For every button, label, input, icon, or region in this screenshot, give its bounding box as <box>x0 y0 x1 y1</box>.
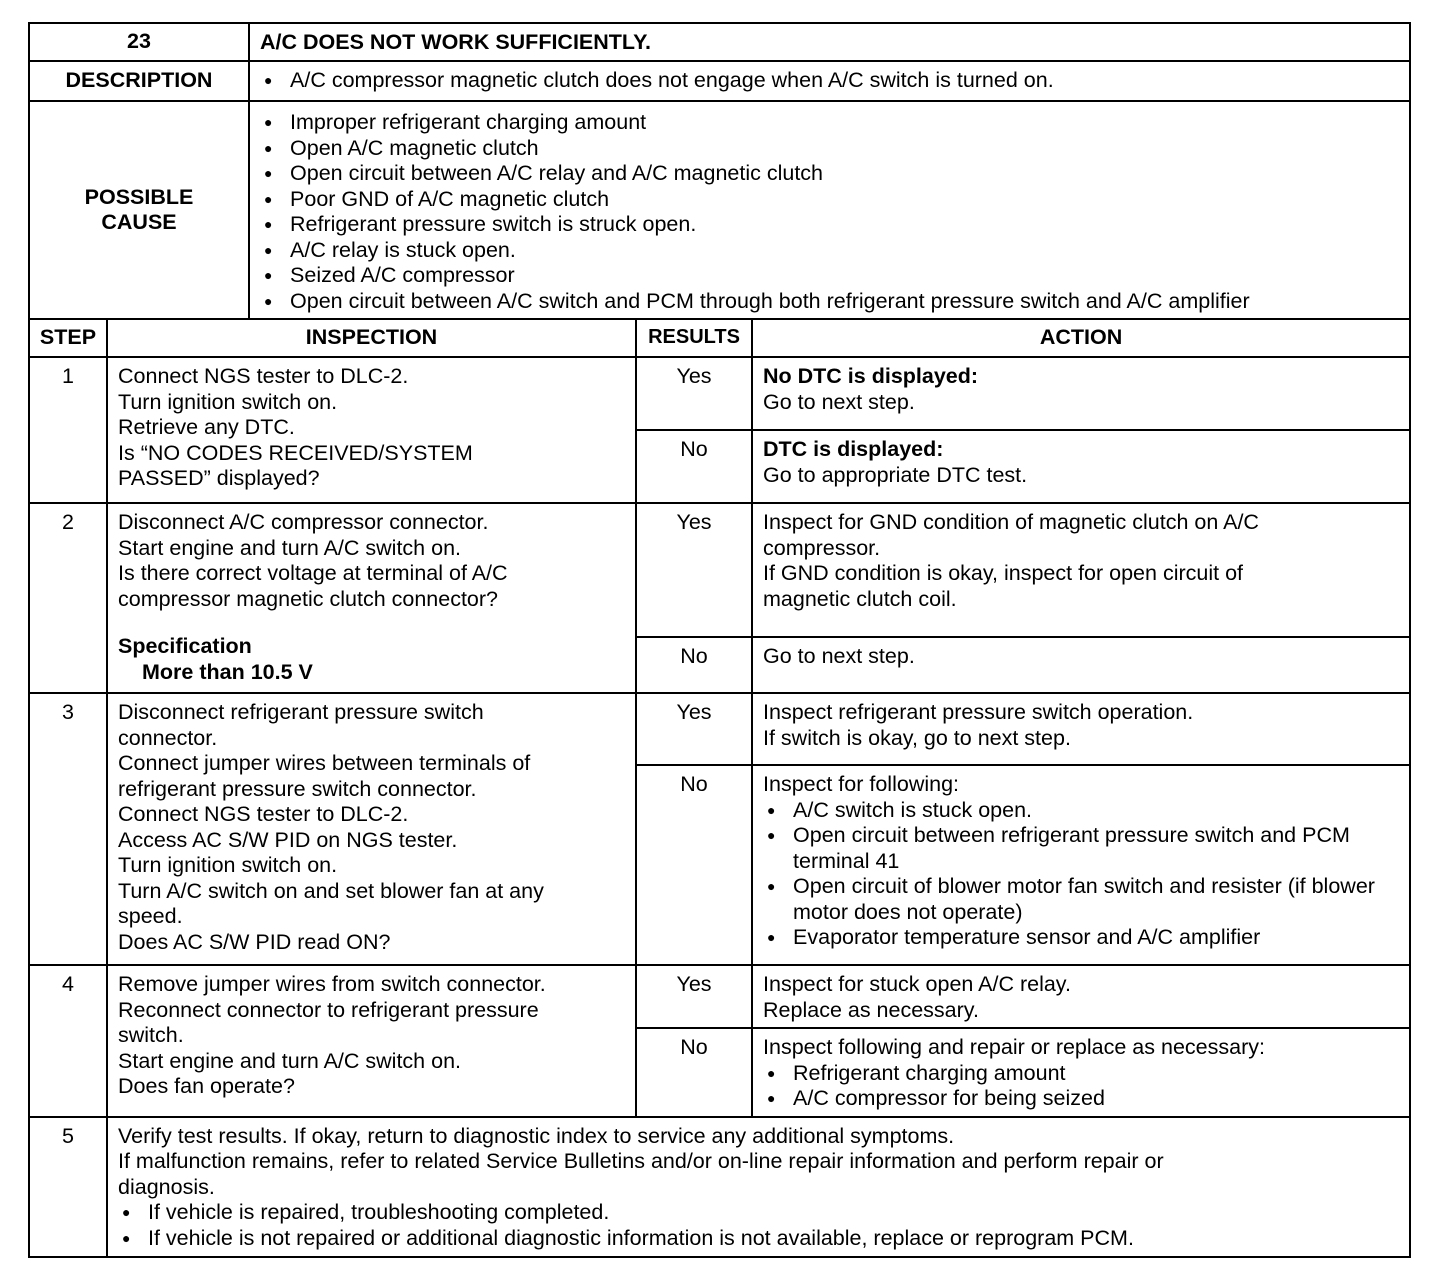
step-inspection: Remove jumper wires from switch connector. Reconnect connector to refrigerant pressure switch. Start engine and turn A/C switch on. Does fan operate? <box>107 965 636 1117</box>
step-number: 1 <box>29 357 107 503</box>
description-row <box>29 61 1410 101</box>
cause-item: ● Refrigerant pressure switch is struck open. <box>260 212 1399 238</box>
action-item: ● Evaporator temperature sensor and A/C amplifier <box>763 925 1399 951</box>
possible-cause-list <box>249 101 1410 319</box>
possible-cause-label: POSSIBLE CAUSE <box>29 101 249 319</box>
result-no: No <box>636 430 752 503</box>
step-number: 5 <box>29 1117 107 1257</box>
result-yes: Yes <box>636 965 752 1028</box>
step-number: 2 <box>29 503 107 693</box>
cause-item: ● A/C relay is stuck open. <box>260 238 1399 264</box>
step-row <box>29 357 1410 430</box>
description-label: DESCRIPTION <box>29 61 249 101</box>
action-yes: Inspect for stuck open A/C relay. Replace as necessary. <box>752 965 1410 1028</box>
symptom-number: 23 <box>29 23 249 61</box>
result-no: No <box>636 1028 752 1117</box>
action-item: ● A/C switch is stuck open. <box>763 798 1399 824</box>
action-no: Inspect following and repair or replace as necessary: ● Refrigerant charging amount ● A/C compressor for being seized <box>752 1028 1410 1117</box>
action-item: ● Refrigerant charging amount <box>763 1061 1399 1087</box>
cause-item: ● Poor GND of A/C magnetic clutch <box>260 187 1399 213</box>
col-inspection: INSPECTION <box>107 319 636 357</box>
step-row <box>29 503 1410 637</box>
step-inspection: Connect NGS tester to DLC-2. Turn ignition switch on. Retrieve any DTC. Is “NO CODES RECEIVED/SYSTEM PASSED” displayed? <box>107 357 636 503</box>
description-content <box>249 61 1410 101</box>
step-number: 3 <box>29 693 107 965</box>
final-step-content: Verify test results. If okay, return to diagnostic index to service any additional symptoms. If malfunction remains, refer to related Service Bulletins and/or on-line repair information and perform repair or diagnosis. ● If vehicle is repaired, troubleshooting completed. ● If vehicle is not repaired or additional diagnostic information is not available, replace or reprogram PCM. <box>107 1117 1410 1257</box>
step-row <box>29 693 1410 765</box>
final-item: ● If vehicle is not repaired or additional diagnostic information is not available, replace or reprogram PCM. <box>118 1226 1399 1252</box>
col-action: ACTION <box>752 319 1410 357</box>
action-item: ● A/C compressor for being seized <box>763 1086 1399 1112</box>
result-no: No <box>636 765 752 965</box>
description-item: ● A/C compressor magnetic clutch does not engage when A/C switch is turned on. <box>260 68 1399 94</box>
result-yes: Yes <box>636 503 752 637</box>
title-row <box>29 23 1410 61</box>
step-number: 4 <box>29 965 107 1117</box>
cause-item: ● Open circuit between A/C relay and A/C magnetic clutch <box>260 161 1399 187</box>
symptom-title: A/C DOES NOT WORK SUFFICIENTLY. <box>249 23 1410 61</box>
result-yes: Yes <box>636 357 752 430</box>
possible-cause-row <box>29 101 1410 319</box>
troubleshooting-table <box>28 22 1409 1258</box>
action-item: ● Open circuit of blower motor fan switch and resister (if blower motor does not operate) <box>763 874 1399 925</box>
diagnostic-table <box>28 22 1411 1258</box>
col-step: STEP <box>29 319 107 357</box>
action-no: Inspect for following: ● A/C switch is stuck open. ● Open circuit between refrigerant pressure switch and PCM terminal 41 ● Open circuit of blower motor fan switch and resister (if blower motor does not operate) ● Evaporator temperature sensor and A/C amplifier <box>752 765 1410 965</box>
cause-item: ● Improper refrigerant charging amount <box>260 110 1399 136</box>
specification-value: More than 10.5 V <box>142 659 313 684</box>
specification-label: Specification <box>118 634 252 658</box>
action-yes: Inspect refrigerant pressure switch operation. If switch is okay, go to next step. <box>752 693 1410 765</box>
cause-item: ● Seized A/C compressor <box>260 263 1399 289</box>
cause-item: ● Open circuit between A/C switch and PCM through both refrigerant pressure switch and A/C amplifier <box>260 289 1399 315</box>
step-row-final <box>29 1117 1410 1257</box>
action-no: DTC is displayed: Go to appropriate DTC test. <box>752 430 1410 503</box>
result-yes: Yes <box>636 693 752 765</box>
step-inspection: Disconnect A/C compressor connector. Start engine and turn A/C switch on. Is there correct voltage at terminal of A/C compressor magnetic clutch connector? Specification More than 10.5 V <box>107 503 636 693</box>
step-inspection: Disconnect refrigerant pressure switch connector. Connect jumper wires between terminals of refrigerant pressure switch connector. Connect NGS tester to DLC-2. Access AC S/W PID on NGS tester. Turn ignition switch on. Turn A/C switch on and set blower fan at any speed. Does AC S/W PID read ON? <box>107 693 636 965</box>
final-item: ● If vehicle is repaired, troubleshooting completed. <box>118 1200 1399 1226</box>
action-yes: Inspect for GND condition of magnetic clutch on A/C compressor. If GND condition is okay, inspect for open circuit of magnetic clutch coil. <box>752 503 1410 637</box>
step-row <box>29 965 1410 1028</box>
col-results: RESULTS <box>636 319 752 357</box>
action-no: Go to next step. <box>752 637 1410 693</box>
action-yes: No DTC is displayed: Go to next step. <box>752 357 1410 430</box>
column-header-row <box>29 319 1410 357</box>
cause-item: ● Open A/C magnetic clutch <box>260 136 1399 162</box>
result-no: No <box>636 637 752 693</box>
action-item: ● Open circuit between refrigerant pressure switch and PCM terminal 41 <box>763 823 1399 874</box>
